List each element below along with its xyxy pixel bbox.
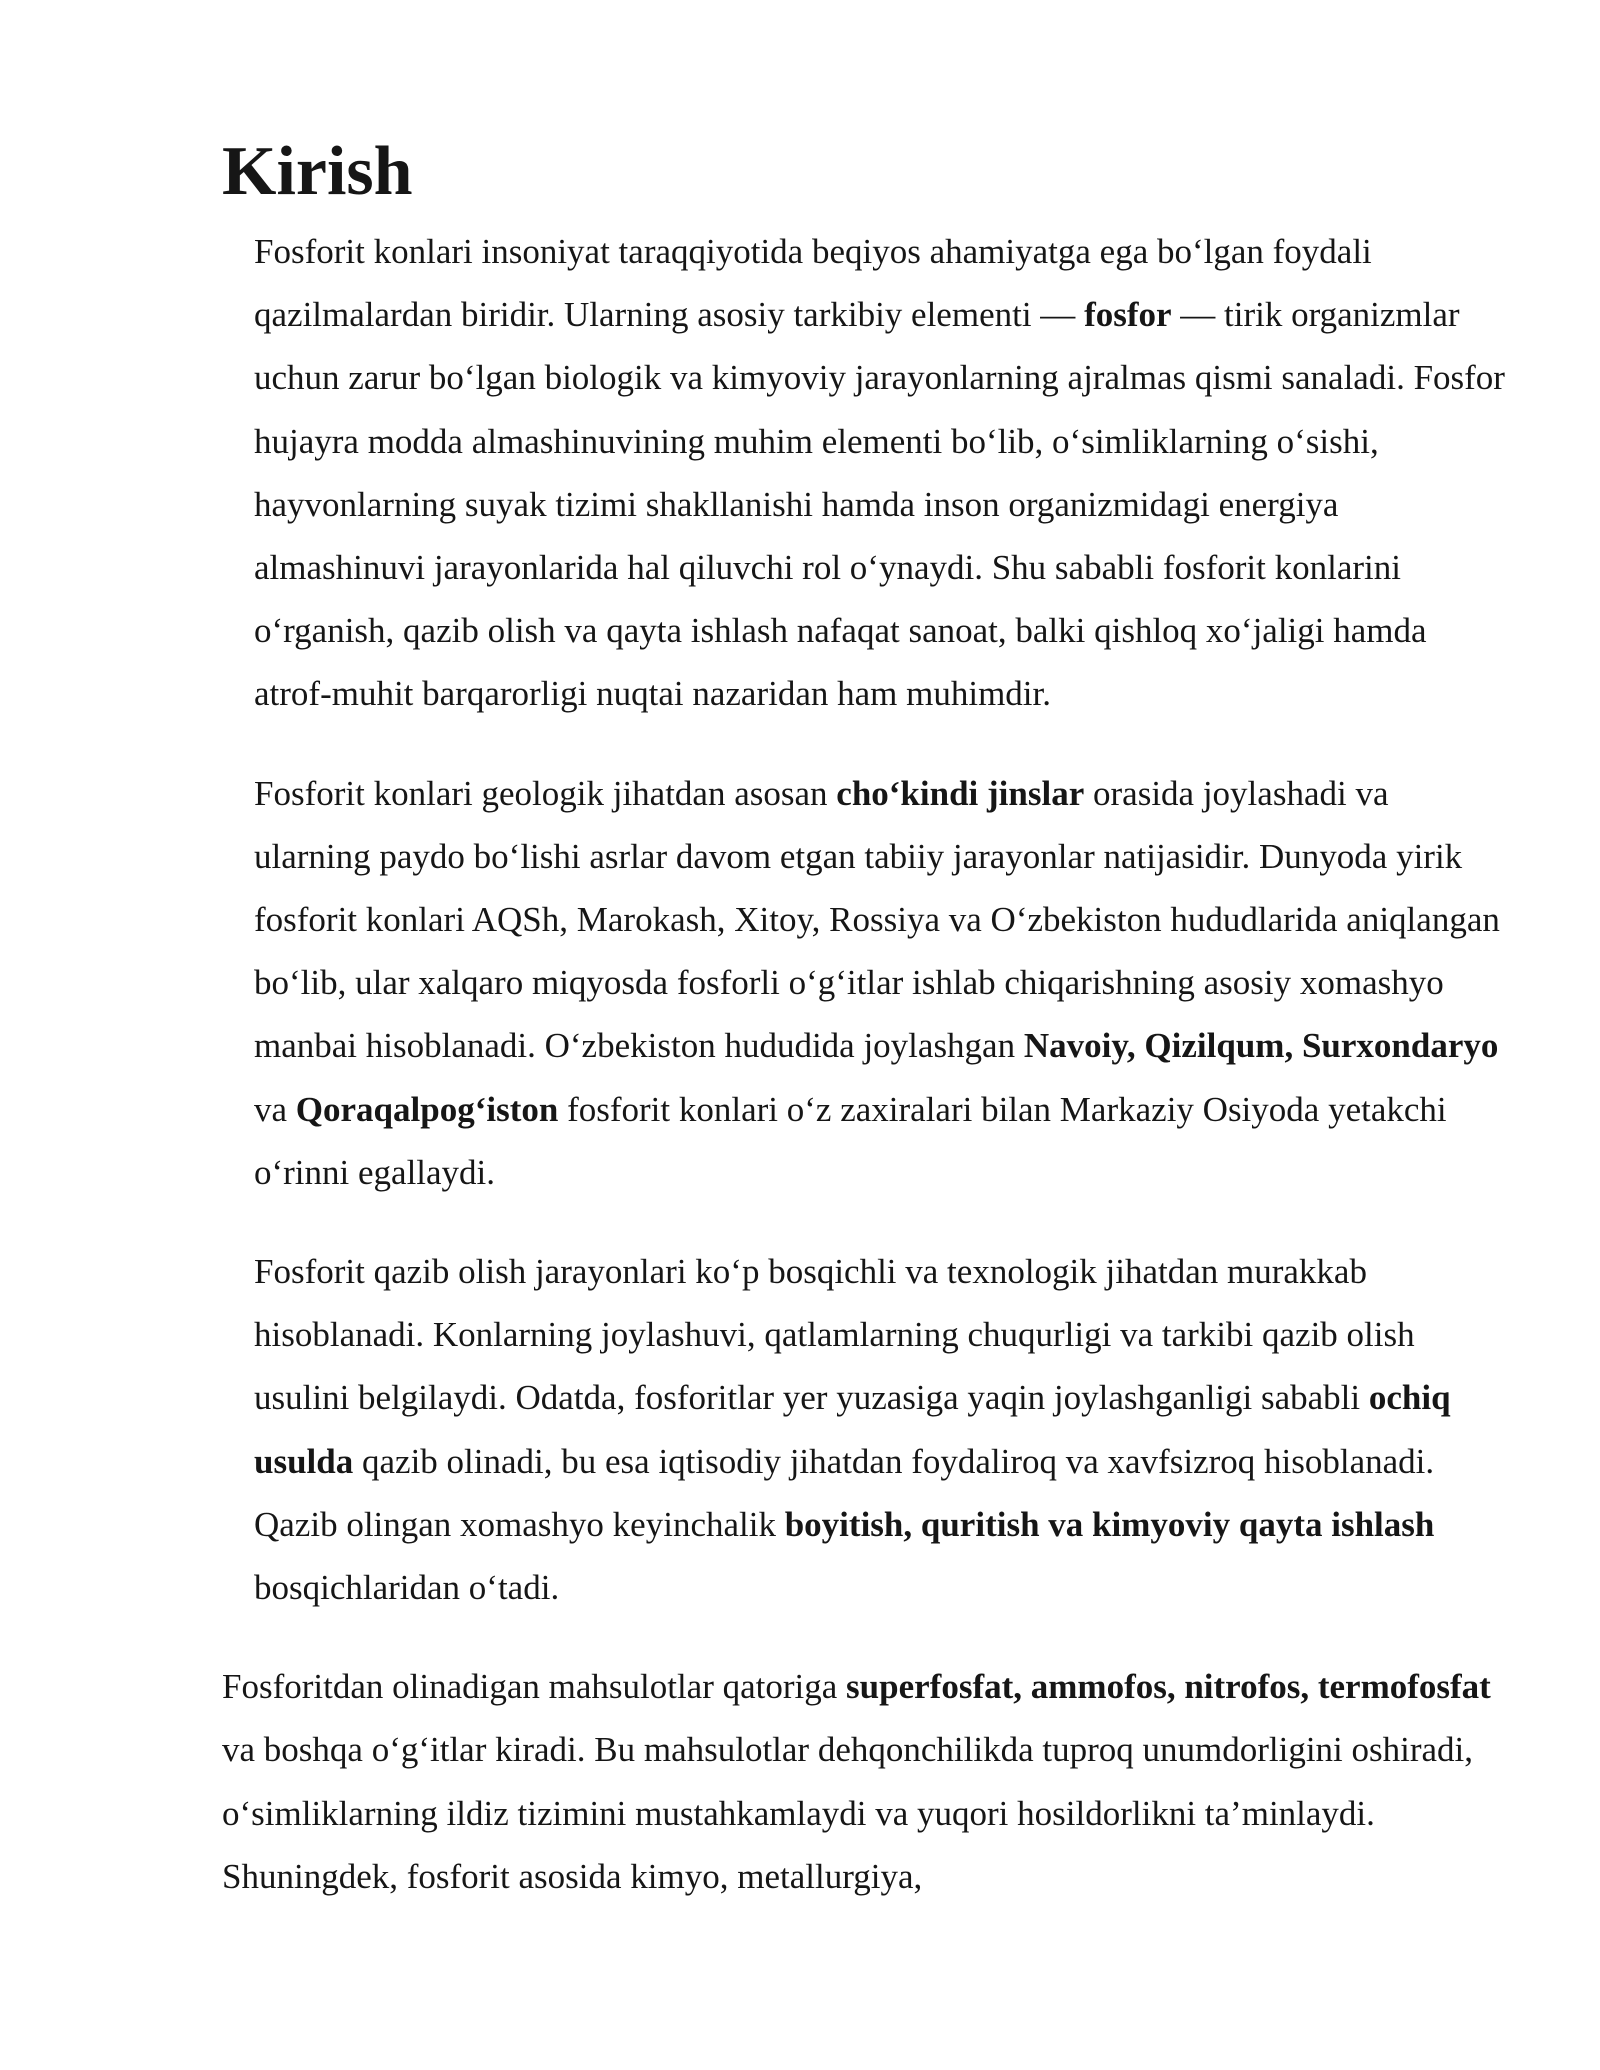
- bold-term: fosfor: [1084, 295, 1172, 335]
- text-segment: Fosforitdan olinadigan mahsulotlar qatoriga: [222, 1667, 847, 1707]
- text-segment: bosqichlaridan o‘tadi.: [254, 1568, 560, 1608]
- bold-term: boyitish, quritish va kimyoviy qayta ishlash: [784, 1504, 1435, 1544]
- bold-term: Navoiy, Qizilqum, Surxondaryo: [1023, 1026, 1499, 1066]
- text-segment: va boshqa o‘g‘itlar kiradi. Bu mahsulotlar dehqonchilikda tuproq unumdorligini oshiradi, o‘simliklarning ildiz tizimini mustahkamlaydi va yuqori hosildorlikni ta’minlaydi. Shuningdek, fosforit asosida kimyo, metallurgiya,: [222, 1730, 1474, 1896]
- text-segment: orasida joylashadi va ularning paydo bo‘lishi asrlar davom etgan tabiiy jarayonlar natijasidir. Dunyoda yirik fosforit konlari AQSh, Marokash, Xitoy, Rossiya va O‘zbekiston hududlarida aniqlangan bo‘lib, ular xalqaro miqyosda fosforli o‘g‘itlar ishlab chiqarishning asosiy xomashyo manbai hisoblanadi. O‘zbekiston hududida joylashgan: [254, 773, 1500, 1066]
- text-segment: fosforit konlari o‘z zaxiralari bilan Markaziy Osiyoda yetakchi o‘rinni egallaydi.: [254, 1089, 1447, 1192]
- text-segment: Fosforit qazib olish jarayonlari ko‘p bosqichli va texnologik jihatdan murakkab hisoblanadi. Konlarning joylashuvi, qatlamlarning chuqurligi va tarkibi qazib olish usulini belgilaydi. Odatda, fosforitlar yer yuzasiga yaqin joylashganligi sababli: [254, 1252, 1415, 1418]
- document-body: [222, 133, 1512, 1908]
- bold-term: superfosfat, ammofos, nitrofos, termofosfat: [846, 1667, 1491, 1707]
- paragraph-3: [222, 1240, 1512, 1619]
- paragraph-4: [222, 1655, 1512, 1908]
- bold-term: cho‘kindi jinslar: [836, 773, 1085, 813]
- paragraph-1: [222, 220, 1512, 726]
- paragraph-2: [222, 762, 1512, 1204]
- bold-term: Qoraqalpog‘iston: [295, 1089, 559, 1129]
- text-segment: Fosforit konlari insoniyat taraqqiyotida beqiyos ahamiyatga ega bo‘lgan foydali qazilmalardan biridir. Ularning asosiy tarkibiy elementi —: [254, 232, 1372, 335]
- text-segment: — tirik organizmlar uchun zarur bo‘lgan biologik va kimyoviy jarayonlarning ajralmas qismi sanaladi. Fosfor hujayra modda almashinuvining muhim elementi bo‘lib, o‘simliklarning o‘sishi, hayvonlarning suyak tizimi shakllanishi hamda inson organizmidagi energiya almashinuvi jarayonlarida hal qiluvchi rol o‘ynaydi. Shu sababli fosforit konlarini o‘rganish, qazib olish va qayta ishlash nafaqat sanoat, balki qishloq xo‘jaligi hamda atrof-muhit barqarorligi nuqtai nazaridan ham muhimdir.: [254, 295, 1505, 714]
- text-segment: Fosforit konlari geologik jihatdan asosan: [254, 773, 837, 813]
- section-heading: Kirish: [222, 133, 413, 210]
- bold-term: ochiq usulda: [254, 1378, 1451, 1481]
- text-segment: va: [254, 1089, 296, 1129]
- text-segment: qazib olinadi, bu esa iqtisodiy jihatdan foydaliroq va xavfsizroq hisoblanadi. Qazib olingan xomashyo keyinchalik: [254, 1441, 1435, 1544]
